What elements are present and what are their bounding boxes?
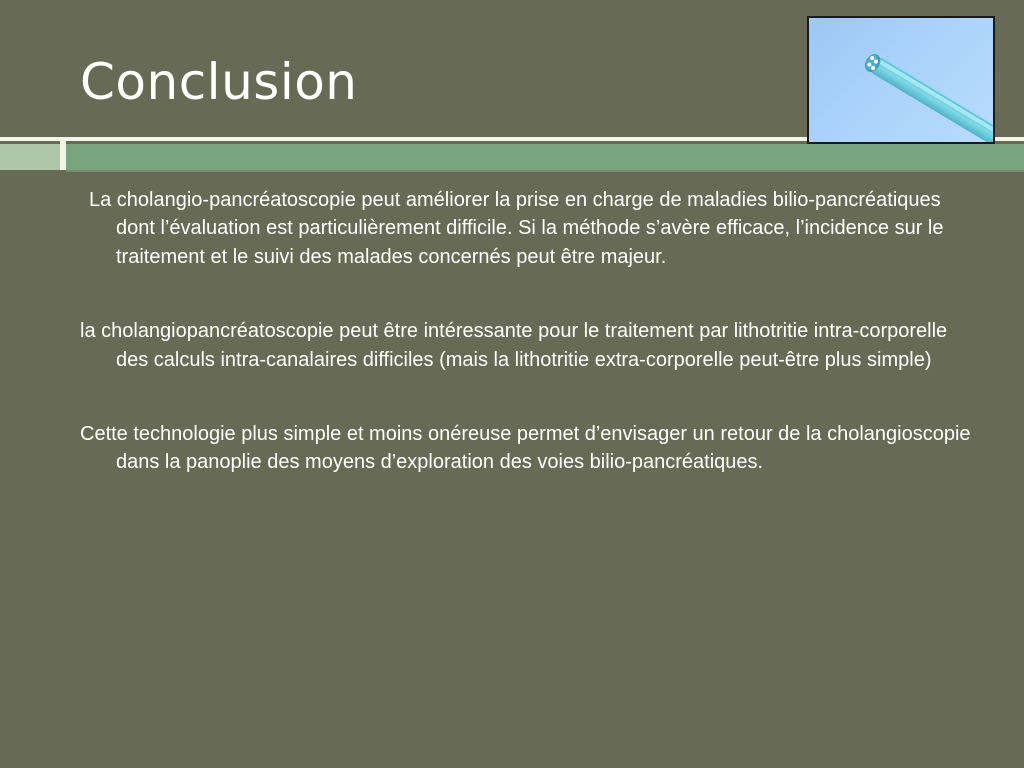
conclusion-paragraph-2: la cholangiopancréatoscopie peut être intéressante pour le traitement par lithotritie intra-corporelle des calculs intra-canalaires difficiles (mais la lithotritie extra-corporelle peut-être plus simple) — [80, 320, 948, 371]
divider-bar — [66, 144, 1024, 170]
catheter-image — [807, 16, 995, 144]
slide-title: Conclusion — [80, 53, 358, 111]
conclusion-paragraph-3: Cette technologie plus simple et moins onéreuse permet d’envisager un retour de la cholangioscopie dans la panoplie des moyens d’exploration des voies bilio-pancréatiques. — [80, 423, 971, 474]
divider-accent-block — [0, 144, 60, 170]
slide-body — [80, 186, 980, 523]
divider-bottom-line — [66, 170, 1024, 172]
catheter-tip-icon — [809, 18, 993, 142]
conclusion-paragraph-1: La cholangio-pancréatoscopie peut améliorer la prise en charge de maladies bilio-pancréatiques dont l’évaluation est particulièrement difficile. Si la méthode s’avère efficace, l’incidence sur le traitement et le suivi des malades concernés peut être majeur. — [89, 189, 944, 268]
